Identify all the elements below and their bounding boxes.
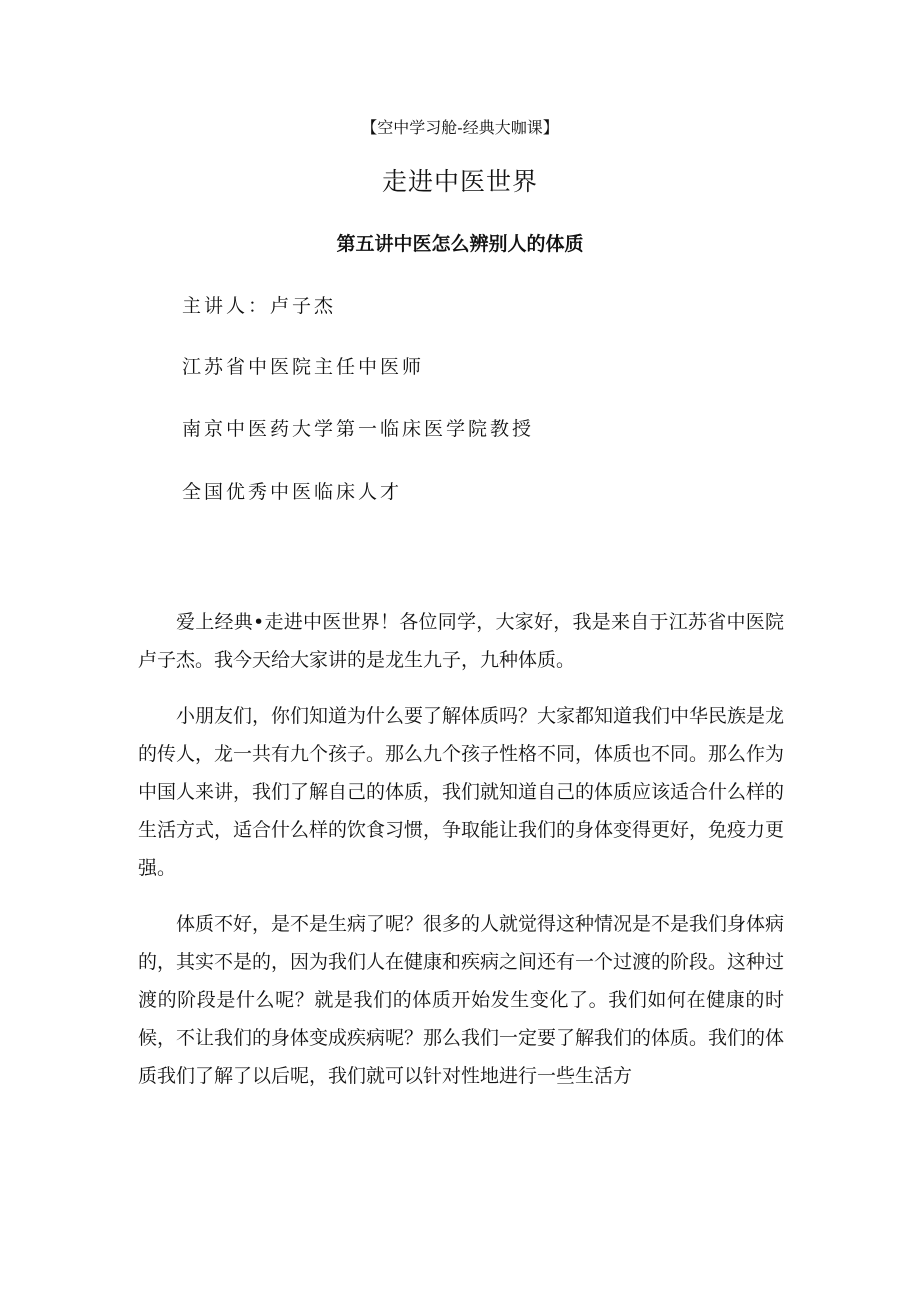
speaker-professorship: 南京中医药大学第一临床医学院教授: [182, 418, 535, 440]
body-text: [138, 603, 784, 1113]
series-label: 【空中学习舱-经典大咖课】: [361, 118, 559, 137]
main-title: 走进中医世界: [381, 167, 538, 196]
speaker-position: 江苏省中医院主任中医师: [182, 356, 425, 378]
paragraph-constitution-vs-illness: 体质不好，是不是生病了呢？很多的人就觉得这种情况是不是我们身体病的，其实不是的，因为我们人在健康和疾病之间还有一个过渡的阶段。这种过渡的阶段是什么呢？就是我们的体质开始发生变化了。我们如何在健康的时候，不让我们的身体变成疾病呢？那么我们一定要了解我们的体质。我们的体质我们了解了以后呢，我们就可以针对性地进行一些生活方: [138, 913, 785, 1087]
paragraph-why-constitution: 小朋友们，你们知道为什么要了解体质吗？大家都知道我们中华民族是龙的传人，龙一共有九个孩子。那么九个孩子性格不同，体质也不同。那么作为中国人来讲，我们了解自己的体质，我们就知道自己的体质应该适合什么样的生活方式，适合什么样的饮食习惯，争取能让我们的身体变得更好，免疫力更强。: [138, 705, 785, 879]
lecture-title: 第五讲中医怎么辨别人的体质: [336, 233, 584, 255]
speaker-honor: 全国优秀中医临床人才: [182, 481, 403, 503]
speaker-name: 主讲人：卢子杰: [182, 295, 337, 317]
paragraph-intro: 爱上经典•走进中医世界！各位同学，大家好，我是来自于江苏省中医院卢子杰。我今天给大家讲的是龙生九子，九种体质。: [138, 611, 784, 671]
